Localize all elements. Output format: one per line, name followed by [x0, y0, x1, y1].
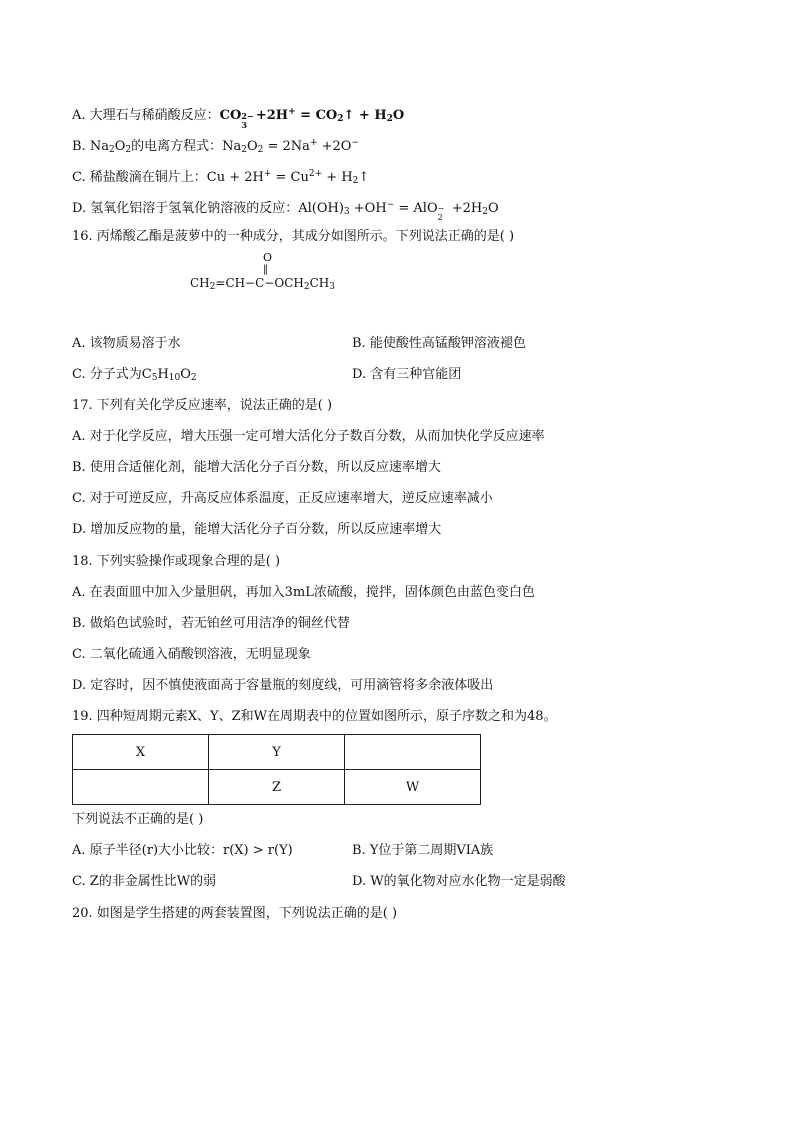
q16-option-b: B. 能使酸性高锰酸钾溶液褪色 — [352, 336, 526, 351]
q20-stem: 20. 如图是学生搭建的两套装置图，下列说法正确的是( ) — [72, 906, 398, 921]
q15-option-a: A. 大理石与稀硝酸反应：CO 2− 3 $+2H^+ = CO_2↑ + H_2O$ — [72, 107, 405, 130]
q16-stem: 16. 丙烯酸乙酯是菠萝中的一种成分，其成分如图所示。下列说法正确的是( ) — [72, 229, 515, 244]
q18-option-a: A. 在表面皿中加入少量胆矾，再加入3mL浓硫酸，搅拌，固体颜色由蓝色变白色 — [72, 585, 535, 600]
table-cell: W — [345, 770, 481, 805]
q15-option-b: B. $Na_2O_2$的电离方程式：$Na_2O_2 = 2Na^+ +2O^-$ — [72, 138, 359, 155]
table-row — [73, 735, 481, 770]
q17-option-c: C. 对于可逆反应，升高反应体系温度，正反应速率增大，逆反应速率减小 — [72, 491, 493, 506]
table-cell: Z — [209, 770, 345, 805]
carbonyl-oxygen: O — [263, 251, 273, 264]
table-cell — [345, 735, 481, 770]
q19-substem: 下列说法不正确的是( ) — [72, 812, 204, 827]
q15-option-c: C. 稀盐酸滴在铜片上：$Cu + 2H^+ = Cu^{2+}$ + $H_2↑$ — [72, 169, 370, 186]
q17-stem: 17. 下列有关化学反应速率，说法正确的是( ) — [72, 398, 333, 413]
q15-option-d: D. 氢氧化铝溶于氢氧化钠溶液的反应：$Al(OH)_3 +OH^-$ = AlO − 2 $+2H_2O$ — [72, 200, 499, 222]
structure-chain: $CH_2=CH-C-OCH_2CH_3$ — [190, 276, 335, 292]
q17-option-b: B. 使用合适催化剂，能增大活化分子百分数，所以反应速率增大 — [72, 460, 441, 475]
q19-option-a: A. 原子半径(r)大小比较：r(X) > r(Y) — [72, 843, 293, 858]
table-cell: X — [73, 735, 209, 770]
q18-stem: 18. 下列实验操作或现象合理的是( ) — [72, 554, 281, 569]
q19-option-c: C. Z的非金属性比W的弱 — [72, 874, 217, 889]
table-cell: Y — [209, 735, 345, 770]
q18-option-b: B. 做焰色试验时，若无铂丝可用洁净的铜丝代替 — [72, 616, 350, 631]
double-bond: ‖ — [263, 264, 268, 275]
q19-option-b: B. Y位于第二周期VIA族 — [352, 843, 494, 858]
q19-stem: 19. 四种短周期元素X、Y、Z和W在周期表中的位置如图所示，原子序数之和为48。 — [72, 709, 557, 724]
q17-option-a: A. 对于化学反应，增大压强一定可增大活化分子数百分数，从而加快化学反应速率 — [72, 429, 545, 444]
q19-option-d: D. W的氧化物对应水化物一定是弱酸 — [352, 874, 566, 889]
q18-option-c: C. 二氧化硫通入硝酸钡溶液，无明显现象 — [72, 647, 311, 662]
q17-option-d: D. 增加反应物的量，能增大活化分子百分数，所以反应速率增大 — [72, 522, 442, 537]
q16-option-a: A. 该物质易溶于水 — [72, 336, 181, 351]
table-cell — [73, 770, 209, 805]
periodic-table-fragment — [72, 734, 481, 805]
q16-option-c: C. 分子式为$C_5H_{10}O_2$ — [72, 367, 197, 383]
q16-option-d: D. 含有三种官能团 — [352, 367, 462, 382]
q18-option-d: D. 定容时，因不慎使液面高于容量瓶的刻度线，可用滴管将多余液体吸出 — [72, 678, 494, 693]
table-row — [73, 770, 481, 805]
